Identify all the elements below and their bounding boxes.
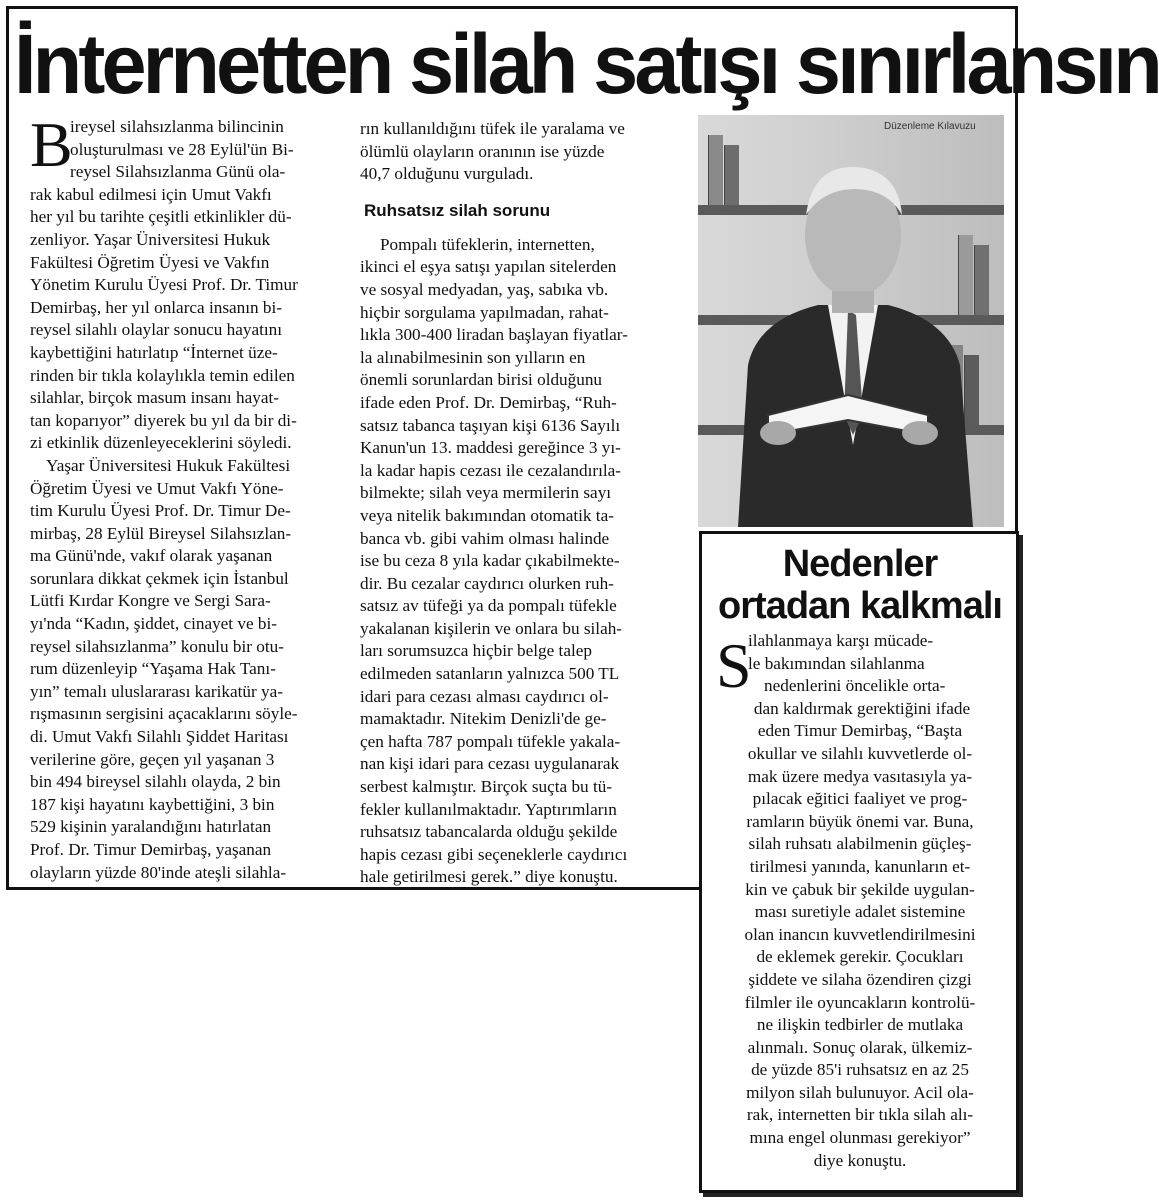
text-line: ilahlanmaya karşı mücade- <box>748 631 934 650</box>
article-column-1 <box>30 116 330 884</box>
text-line: bilmekte; silah veya mermilerin sayı <box>360 483 612 503</box>
text-line: her yıl bu tarihte çeşitli etkinlikler dü- <box>30 207 292 227</box>
text-line: verilerine göre, geçen yıl yaşanan 3 <box>30 749 275 769</box>
text-line: sorunlara dikkat çekmek için İstanbul <box>30 568 289 588</box>
text-line: rak, internetten bir tıkla silah alı- <box>746 1105 974 1125</box>
text-line: önemli sorunlardan birisi olduğunu <box>360 370 603 390</box>
text-line: ölümlü olayların oranının ise yüzde <box>360 141 605 161</box>
text-line: zi etkinlik düzenleyeceklerini söyledi. <box>30 433 292 453</box>
text-line: eden Timur Demirbaş, “Başta <box>757 721 963 741</box>
text-line: 40,7 olduğunu vurguladı. <box>360 164 534 184</box>
text-line: silah ruhsatı alabilmenin güçleş- <box>748 834 972 854</box>
text-line: ifade eden Prof. Dr. Demirbaş, “Ruh- <box>360 392 617 412</box>
text-line: tirilmesi yanında, kanunların et- <box>749 856 971 876</box>
text-line: tim Kurulu Üyesi Prof. Dr. Timur De- <box>30 501 291 521</box>
text-line: ve sosyal medyadan, yaş, sabıka vb. <box>360 279 609 299</box>
text-line: Kanun'un 13. maddesi gereğince 3 yı- <box>360 438 621 458</box>
text-line: Yönetim Kurulu Üyesi Prof. Dr. Timur <box>30 275 298 295</box>
text-line: mirbaş, 28 Eylül Bireysel Silahsızlan- <box>30 523 292 543</box>
text-line: reysel silahlı olaylar sonucu hayatını <box>30 320 283 340</box>
text-line: olan inancın kuvvetlendirilmesini <box>744 924 976 944</box>
text-line: ne ilişkin tedbirler de mutlaka <box>756 1015 964 1035</box>
text-line: ikinci el eşya satışı yapılan sitelerden <box>360 257 617 277</box>
text-line: 187 kişi hayatını kaybettiğini, 3 bin <box>30 794 275 814</box>
text-line: rın kullanıldığını tüfek ile yaralama ve <box>360 119 625 138</box>
portrait-photo <box>698 115 1004 527</box>
sidebar-title-line-1: Nedenler <box>782 543 938 585</box>
text-line: serbest kalmıştır. Birçok suçta bu tü- <box>360 777 613 797</box>
text-line: lıkla 300-400 liradan başlayan fiyatlar- <box>360 325 628 345</box>
text-line: hiçbir sorgulama yapılmadan, rahat- <box>360 302 609 322</box>
sidebar-column <box>712 630 1008 1172</box>
text-line: mak üzere medya vasıtasıyla ya- <box>747 766 973 786</box>
text-line: olayların yüzde 80'inde ateşli silahla- <box>30 862 287 882</box>
book-spine-label: Düzenleme Kılavuzu <box>884 121 976 132</box>
dropcap-col1: B <box>30 109 73 180</box>
text-line: mamaktadır. Nitekim Denizli'de ge- <box>360 709 607 729</box>
text-line: la alınabilmesinin son yılların en <box>360 347 586 367</box>
text-line: Demirbaş, her yıl onlarca insanın bi- <box>30 297 283 317</box>
text-line: ma Günü'nde, vakıf olarak yaşanan <box>30 546 273 566</box>
sidebar-title <box>710 543 1010 627</box>
text-line: veya nitelik bakımından otomatik ta- <box>360 505 614 525</box>
text-line: ramların büyük önemi var. Buna, <box>746 811 974 831</box>
text-line: di. Umut Vakfı Silahlı Şiddet Haritası <box>30 727 289 747</box>
text-line: ireysel silahsızlanma bilincinin <box>70 117 284 136</box>
text-line: kin ve çabuk bir şekilde uygulan- <box>745 879 975 899</box>
text-line: Öğretim Üyesi ve Umut Vakfı Yöne- <box>30 478 284 498</box>
text-line: nan kişi idari para cezası uygulanarak <box>360 754 620 774</box>
article-column-2 <box>360 118 680 889</box>
text-line: satsız av tüfeği ya da pompalı tüfekle <box>360 596 617 616</box>
text-line: tan koparıyor” diyerek bu yıl da bir di- <box>30 410 297 430</box>
text-line: okullar ve silahlı kuvvetlerde ol- <box>747 743 973 763</box>
text-line: Yaşar Üniversitesi Hukuk Fakültesi <box>46 455 291 475</box>
text-line: çen hafta 787 pompalı tüfekle yakala- <box>360 731 621 751</box>
text-line: ruhsatsız tabancalarda olduğu şekilde <box>360 822 618 842</box>
text-line: şiddete ve silaha özendiren çizgi <box>748 969 972 989</box>
text-line: Lütfi Kırdar Kongre ve Sergi Sara- <box>30 591 271 611</box>
text-line: fekler kullanılmaktadır. Yaptırımların <box>360 799 617 819</box>
text-line: Pompalı tüfeklerin, internetten, <box>380 234 595 254</box>
section-subhead: Ruhsatsız silah sorunu <box>364 201 551 220</box>
text-line: ması suretiyle adalet sistemine <box>754 902 966 922</box>
text-line: pılacak eğitici faaliyet ve prog- <box>752 789 968 809</box>
text-line: rışmasının sergisini açacaklarını söyle- <box>30 704 298 724</box>
text-line: yın” temalı uluslararası karikatür ya- <box>30 681 283 701</box>
text-line: zenliyor. Yaşar Üniversitesi Hukuk <box>30 229 271 249</box>
dropcap-sidebar: S <box>716 630 752 701</box>
text-line: 529 kişinin yaralandığını hatırlatan <box>30 817 272 837</box>
man-holding-book-illustration <box>698 115 1004 527</box>
sidebar-title-line-2: ortadan kalkmalı <box>718 585 1002 627</box>
text-line: rum düzenleyip “Yaşama Hak Tanı- <box>30 659 276 679</box>
text-line: Prof. Dr. Timur Demirbaş, yaşanan <box>30 840 272 859</box>
text-line: edilmeden satanların yalnızca 500 TL <box>360 664 620 684</box>
text-line: bin 494 bireysel silahlı olayda, 2 bin <box>30 772 281 792</box>
text-line: de eklemek gerekir. Çocukları <box>756 947 964 967</box>
text-line: hale getirilmesi gerek.” diye konuştu. <box>360 867 618 887</box>
headline: İnternetten silah satışı sınırlansın <box>14 17 1159 111</box>
text-line: le bakımından silahlanma <box>748 653 925 673</box>
text-line: reysel silahsızlanma” konulu bir otu- <box>30 636 284 656</box>
text-line: satsız tabanca taşıyan kişi 6136 Sayılı <box>360 415 621 435</box>
text-line: oluşturulması ve 28 Eylül'ün Bi- <box>70 139 294 159</box>
text-line: yı'nda “Kadın, şiddet, cinayet ve bi- <box>30 614 277 634</box>
text-line: banca vb. gibi vahim olması halinde <box>360 528 610 548</box>
text-line: Fakültesi Öğretim Üyesi ve Vakfın <box>30 252 270 272</box>
text-line: ise bu ceza 8 yıla kadar çıkabilmekte- <box>360 551 620 571</box>
text-line: rak kabul edilmesi için Umut Vakfı <box>30 184 272 204</box>
text-line: hapis cezası gibi seçeneklerle caydırıcı <box>360 844 628 864</box>
text-line: filmler ile oyuncakların kontrolü- <box>744 992 976 1012</box>
text-line: milyon silah bulunuyor. Acil ola- <box>746 1082 974 1102</box>
text-line: la kadar hapis cezası ile cezalandırıla- <box>360 460 622 480</box>
text-line: alınmalı. Sonuç olarak, ülkemiz- <box>747 1037 973 1057</box>
text-line: kaybettiğini hatırlatıp “İnternet üze- <box>30 342 278 362</box>
text-line: silahlar, birçok masum insanı hayat- <box>30 388 279 408</box>
text-line: reysel Silahsızlanma Günü ola- <box>70 162 286 182</box>
text-line: diye konuştu. <box>813 1150 907 1170</box>
text-line: rinden bir tıkla kolaylıkla temin edilen <box>30 365 295 385</box>
text-line: nedenlerini öncelikle orta- <box>764 676 946 696</box>
text-line: yakalanan kişilerin ve onlara bu silah- <box>360 618 623 638</box>
text-line: mına engel olunması gerekiyor” <box>749 1128 971 1148</box>
text-line: dir. Bu cezalar caydırıcı olurken ruh- <box>360 573 614 593</box>
text-line: idari para cezası alması caydırıcı ol- <box>360 686 609 706</box>
text-line: de yüzde 85'i ruhsatsız en az 25 <box>751 1060 969 1080</box>
text-line: dan kaldırmak gerektiğini ifade <box>753 698 971 718</box>
text-line: ları sorumsuzca hiçbir belge talep <box>360 641 592 661</box>
